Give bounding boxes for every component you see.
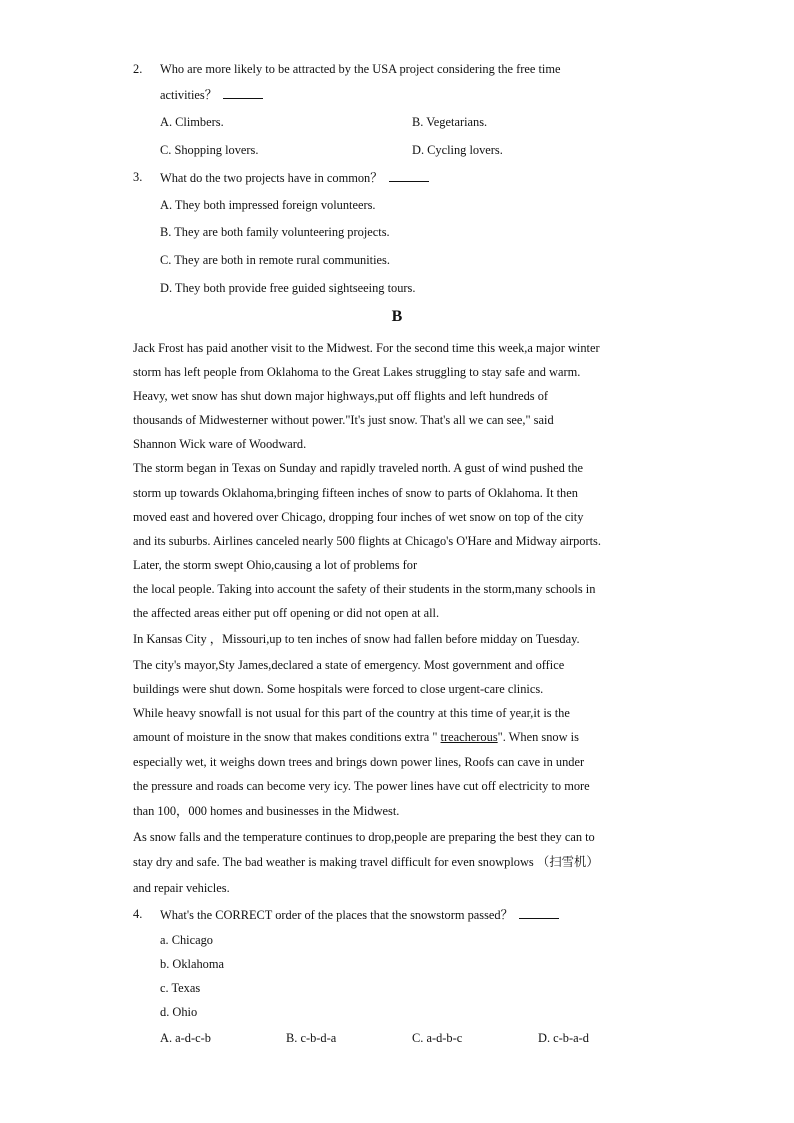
passage-line: thousands of Midwesterner without power."It's just snow. That's all we can see," said — [133, 413, 554, 427]
question-2-text-line2: activities？ — [160, 88, 218, 102]
passage-line: Heavy, wet snow has shut down major highways,put off flights and left hundreds of — [133, 389, 549, 403]
passage-line: the local people. Taking into account the safety of their students in the storm,many schools in — [133, 582, 596, 596]
passage-line: storm up towards Oklahoma,bringing fifteen inches of snow to parts of Oklahoma. It then — [133, 486, 578, 500]
question-4-line — [160, 906, 559, 923]
underlined-word: treacherous — [440, 730, 498, 744]
passage-line: buildings were shut down. Some hospitals were forced to close urgent-care clinics. — [133, 682, 544, 696]
answer-blank[interactable] — [389, 169, 429, 182]
passage-line: As snow falls and the temperature continues to drop,people are preparing the best they can to — [133, 830, 595, 844]
question-3-text: What do the two projects have in common？ — [160, 171, 383, 185]
section-heading: B — [391, 308, 403, 325]
passage-line: than 100，000 homes and businesses in the Midwest. — [133, 804, 400, 818]
question-2-text: Who are more likely to be attracted by the USA project considering the free time — [160, 62, 561, 76]
place-item: c. Texas — [160, 981, 201, 995]
passage-line: moved east and hovered over Chicago, dropping four inches of wet snow on top of the city — [133, 510, 584, 524]
q3-option-d[interactable]: D. They both provide free guided sightseeing tours. — [160, 281, 416, 295]
q3-option-c[interactable]: C. They are both in remote rural communities. — [160, 253, 390, 267]
answer-blank[interactable] — [519, 906, 559, 919]
passage-line: storm has left people from Oklahoma to the Great Lakes struggling to stay safe and warm. — [133, 365, 581, 379]
question-4-text: What's the CORRECT order of the places that the snowstorm passed？ — [160, 908, 514, 922]
q2-option-c[interactable]: C. Shopping lovers. — [160, 143, 259, 157]
passage-line: The storm began in Texas on Sunday and rapidly traveled north. A gust of wind pushed the — [133, 461, 584, 475]
q2-option-a[interactable]: A. Climbers. — [160, 115, 224, 129]
place-item: d. Ohio — [160, 1005, 198, 1019]
question-3-number: 3. — [133, 170, 143, 184]
passage-text: amount of moisture in the snow that makes conditions extra " — [133, 730, 441, 744]
place-item: a. Chicago — [160, 933, 213, 947]
passage-line: The city's mayor,Sty James,declared a state of emergency. Most government and office — [133, 658, 565, 672]
q4-option-a[interactable]: A. a-d-c-b — [160, 1031, 211, 1045]
answer-blank[interactable] — [223, 86, 263, 99]
place-item: b. Oklahoma — [160, 957, 225, 971]
passage-line: especially wet, it weighs down trees and brings down power lines, Roofs can cave in under — [133, 755, 585, 769]
passage-line — [133, 729, 579, 745]
passage-line: stay dry and safe. The bad weather is making travel difficult for even snowplows （扫雪机） — [133, 855, 599, 869]
passage-line: Jack Frost has paid another visit to the Midwest. For the second time this week,a major winter — [133, 341, 600, 355]
passage-line: In Kansas City ，Missouri,up to ten inches of snow had fallen before midday on Tuesday. — [133, 632, 580, 646]
q3-option-a[interactable]: A. They both impressed foreign volunteers. — [160, 198, 376, 212]
passage-line: Later, the storm swept Ohio,causing a lot of problems for — [133, 558, 418, 572]
q4-option-c[interactable]: C. a-d-b-c — [412, 1031, 463, 1045]
question-2-number: 2. — [133, 62, 143, 76]
q4-option-b[interactable]: B. c-b-d-a — [286, 1031, 337, 1045]
passage-line: and repair vehicles. — [133, 881, 230, 895]
question-3-line — [160, 169, 429, 186]
passage-text: ". When snow is — [497, 730, 579, 744]
passage-line: the pressure and roads can become very icy. The power lines have cut off electricity to more — [133, 779, 590, 793]
q3-option-b[interactable]: B. They are both family volunteering projects. — [160, 225, 390, 239]
passage-line: Shannon Wick ware of Woodward. — [133, 437, 307, 451]
q2-option-b[interactable]: B. Vegetarians. — [412, 115, 488, 129]
question-2-text-cont — [160, 86, 263, 103]
passage-line: and its suburbs. Airlines canceled nearly 500 flights at Chicago's O'Hare and Midway airports. — [133, 534, 601, 548]
passage-line: the affected areas either put off opening or did not open at all. — [133, 606, 440, 620]
question-4-number: 4. — [133, 907, 143, 921]
passage-line: While heavy snowfall is not usual for this part of the country at this time of year,it is the — [133, 706, 570, 720]
q2-option-d[interactable]: D. Cycling lovers. — [412, 143, 503, 157]
q4-option-d[interactable]: D. c-b-a-d — [538, 1031, 589, 1045]
